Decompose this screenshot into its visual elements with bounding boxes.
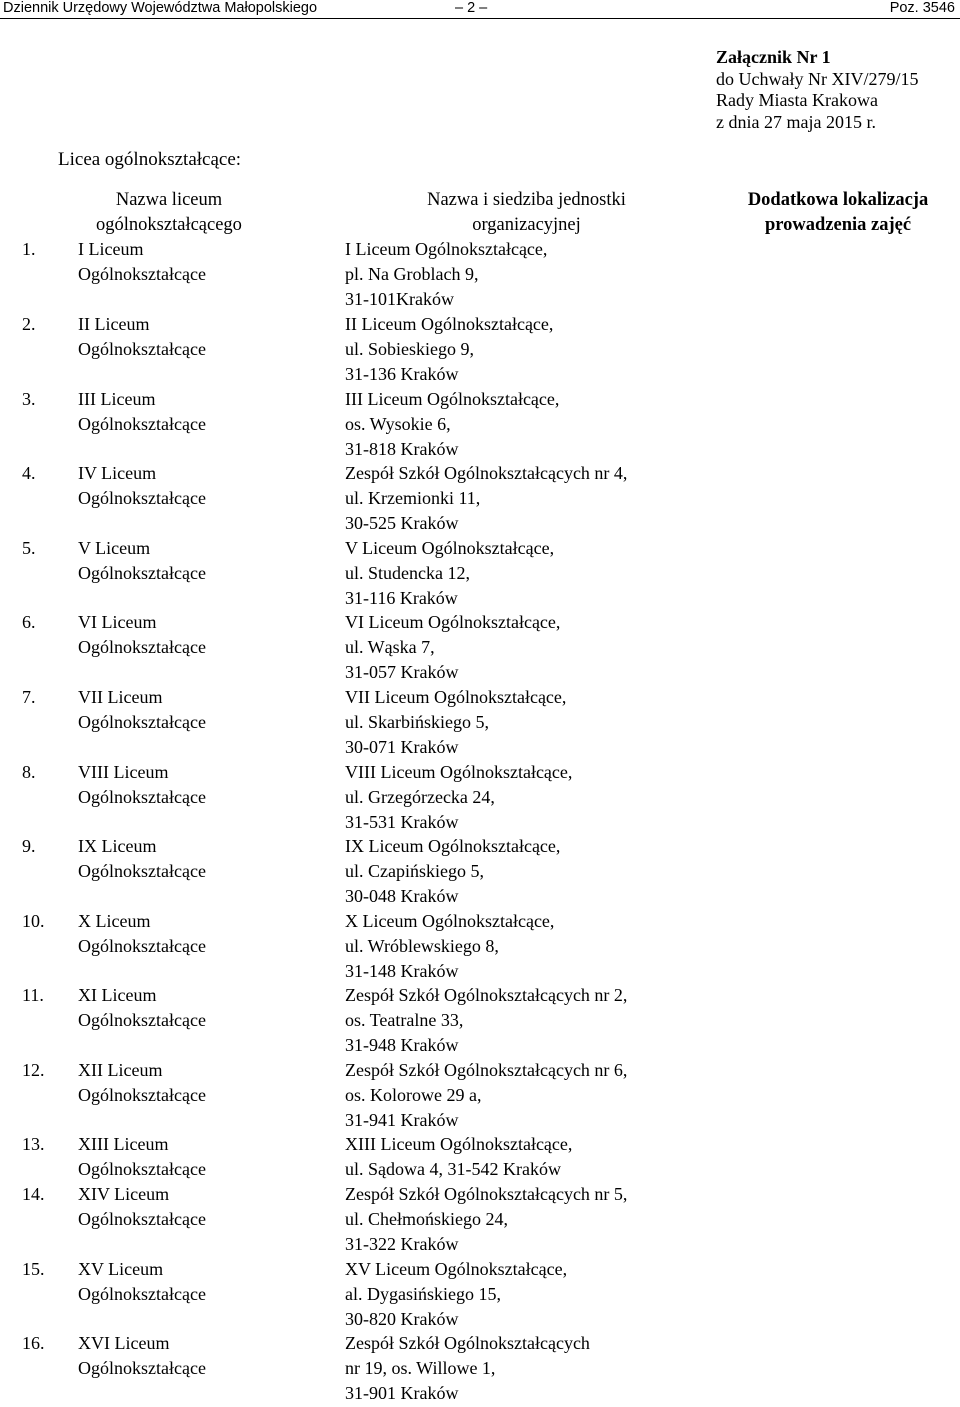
row-number: 6.	[22, 612, 36, 632]
unit-address-line: 31-057 Kraków	[345, 661, 459, 682]
unit-address-line: X Liceum Ogólnokształcące,	[345, 911, 555, 931]
annex-date: z dnia 27 maja 2015 r.	[716, 111, 876, 132]
row-number: 16.	[22, 1333, 45, 1353]
unit-address	[345, 1132, 572, 1182]
unit-address-line: ul. Skarbińskiego 5,	[345, 711, 489, 732]
school-name	[78, 909, 206, 959]
row-number: 10.	[22, 911, 45, 931]
column-header-extra	[716, 188, 960, 237]
unit-address-line: I Liceum Ogólnokształcące,	[345, 239, 548, 259]
unit-address-line: Zespół Szkół Ogólnokształcących	[345, 1333, 590, 1353]
unit-address	[345, 536, 554, 610]
school-name-line1: V Liceum	[78, 538, 151, 558]
running-header	[0, 0, 960, 19]
row-number: 12.	[22, 1060, 45, 1080]
unit-address-line: II Liceum Ogólnokształcące,	[345, 314, 554, 334]
row-number: 3.	[22, 389, 36, 409]
school-name-line2: Ogólnokształcące	[78, 636, 206, 657]
school-name-line2: Ogólnokształcące	[78, 1158, 206, 1179]
unit-address-line: os. Wysokie 6,	[345, 413, 451, 434]
column-header-extra-line2: prowadzenia zajęć	[764, 214, 912, 235]
unit-address-line: VIII Liceum Ogólnokształcące,	[345, 762, 573, 782]
position-number: Poz. 3546	[889, 0, 955, 16]
column-header-unit-line1: Nazwa i siedziba jednostki	[427, 190, 626, 210]
unit-address-line: 30-525 Kraków	[345, 512, 459, 533]
unit-address-line: os. Kolorowe 29 a,	[345, 1084, 482, 1105]
school-name-line2: Ogólnokształcące	[78, 1283, 206, 1304]
unit-address-line: 31-101Kraków	[345, 288, 454, 309]
row-number: 15.	[22, 1259, 45, 1279]
unit-address-line: ul. Grzegórzecka 24,	[345, 786, 495, 807]
school-name	[78, 1257, 206, 1307]
school-name-line2: Ogólnokształcące	[78, 1084, 206, 1105]
page-number: – 2 –	[455, 0, 488, 16]
unit-address	[345, 237, 547, 311]
unit-address-line: 30-071 Kraków	[345, 736, 459, 757]
unit-address-line: nr 19, os. Willowe 1,	[345, 1357, 496, 1378]
school-name-line1: III Liceum	[78, 389, 156, 409]
unit-address	[345, 1331, 590, 1405]
school-name	[78, 461, 206, 511]
school-name-line1: II Liceum	[78, 314, 150, 334]
annex-title: Załącznik Nr 1	[716, 47, 831, 67]
row-number: 5.	[22, 538, 36, 558]
unit-address	[345, 1058, 627, 1132]
school-name	[78, 312, 206, 362]
school-name-line2: Ogólnokształcące	[78, 1208, 206, 1229]
school-name	[78, 834, 206, 884]
unit-address-line: VII Liceum Ogólnokształcące,	[345, 687, 567, 707]
unit-address-line: VI Liceum Ogólnokształcące,	[345, 612, 561, 632]
row-number: 7.	[22, 687, 36, 707]
school-name-line2: Ogólnokształcące	[78, 263, 206, 284]
unit-address-line: os. Teatralne 33,	[345, 1009, 464, 1030]
school-name-line1: XIII Liceum	[78, 1134, 169, 1154]
header-rule	[0, 18, 960, 19]
unit-address	[345, 387, 559, 461]
row-number: 9.	[22, 836, 36, 856]
row-number: 13.	[22, 1134, 45, 1154]
unit-address-line: 30-048 Kraków	[345, 885, 459, 906]
unit-address	[345, 909, 554, 983]
column-header-extra-line1: Dodatkowa lokalizacja	[747, 190, 929, 210]
unit-address-line: pl. Na Groblach 9,	[345, 263, 479, 284]
school-name-line2: Ogólnokształcące	[78, 562, 206, 583]
school-name	[78, 1182, 206, 1232]
school-name	[78, 1058, 206, 1108]
column-header-unit-line2: organizacyjnej	[472, 214, 581, 235]
unit-address	[345, 461, 627, 535]
annex-resolution: do Uchwały Nr XIV/279/15	[716, 68, 919, 89]
school-name-line2: Ogólnokształcące	[78, 413, 206, 434]
school-name-line1: VI Liceum	[78, 612, 157, 632]
unit-address-line: ul. Sobieskiego 9,	[345, 338, 474, 359]
school-name-line1: XV Liceum	[78, 1259, 164, 1279]
row-number: 8.	[22, 762, 36, 782]
unit-address	[345, 1257, 567, 1331]
school-name-line2: Ogólnokształcące	[78, 338, 206, 359]
unit-address-line: Zespół Szkół Ogólnokształcących nr 5,	[345, 1184, 628, 1204]
unit-address-line: 30-820 Kraków	[345, 1308, 459, 1329]
unit-address-line: Zespół Szkół Ogólnokształcących nr 2,	[345, 985, 628, 1005]
section-heading: Licea ogólnokształcące:	[58, 149, 242, 170]
unit-address-line: ul. Czapińskiego 5,	[345, 860, 484, 881]
unit-address	[345, 1182, 627, 1256]
unit-address-line: 31-818 Kraków	[345, 438, 459, 459]
school-name-line2: Ogólnokształcące	[78, 860, 206, 881]
unit-address-line: ul. Sądowa 4, 31-542 Kraków	[345, 1158, 561, 1179]
row-number: 2.	[22, 314, 36, 334]
school-name-line1: XI Liceum	[78, 985, 157, 1005]
unit-address-line: al. Dygasińskiego 15,	[345, 1283, 501, 1304]
unit-address-line: XIII Liceum Ogólnokształcące,	[345, 1134, 573, 1154]
school-name-line2: Ogólnokształcące	[78, 1357, 206, 1378]
school-name-line1: I Liceum	[78, 239, 144, 259]
school-name-line2: Ogólnokształcące	[78, 1009, 206, 1030]
unit-address-line: 31-941 Kraków	[345, 1109, 459, 1130]
row-number: 4.	[22, 463, 36, 483]
unit-address-line: ul. Krzemionki 11,	[345, 487, 481, 508]
unit-address-line: 31-148 Kraków	[345, 960, 459, 981]
annex-block	[716, 47, 918, 133]
school-name	[78, 760, 206, 810]
unit-address	[345, 312, 553, 386]
unit-address-line: 31-948 Kraków	[345, 1034, 459, 1055]
unit-address	[345, 983, 627, 1057]
column-header-unit	[338, 188, 715, 237]
school-name-line1: XIV Liceum	[78, 1184, 170, 1204]
row-number: 1.	[22, 239, 36, 259]
column-header-name-line2: ogólnokształcącego	[96, 214, 242, 235]
unit-address-line: ul. Wróblewskiego 8,	[345, 935, 499, 956]
unit-address	[345, 685, 566, 759]
school-name-line2: Ogólnokształcące	[78, 786, 206, 807]
unit-address-line: V Liceum Ogólnokształcące,	[345, 538, 555, 558]
unit-address-line: ul. Studencka 12,	[345, 562, 470, 583]
school-name-line2: Ogólnokształcące	[78, 711, 206, 732]
unit-address	[345, 610, 560, 684]
school-name	[78, 237, 206, 287]
school-name-line1: IX Liceum	[78, 836, 157, 856]
school-name-line2: Ogólnokształcące	[78, 935, 206, 956]
school-name	[78, 1132, 206, 1182]
school-name	[78, 685, 206, 735]
unit-address-line: ul. Wąska 7,	[345, 636, 435, 657]
column-header-name-line1: Nazwa liceum	[115, 190, 223, 210]
school-name-line1: VIII Liceum	[78, 762, 169, 782]
unit-address-line: 31-116 Kraków	[345, 587, 458, 608]
row-number: 14.	[22, 1184, 45, 1204]
school-name-line1: XII Liceum	[78, 1060, 163, 1080]
school-name-line1: VII Liceum	[78, 687, 163, 707]
unit-address	[345, 834, 560, 908]
row-number: 11.	[22, 985, 44, 1005]
school-name	[78, 1331, 206, 1381]
school-name-line1: IV Liceum	[78, 463, 157, 483]
school-name	[78, 983, 206, 1033]
unit-address-line: Zespół Szkół Ogólnokształcących nr 4,	[345, 463, 628, 483]
unit-address-line: Zespół Szkół Ogólnokształcących nr 6,	[345, 1060, 628, 1080]
unit-address-line: III Liceum Ogólnokształcące,	[345, 389, 560, 409]
journal-title: Dziennik Urzędowy Województwa Małopolskiego	[3, 0, 318, 16]
school-name	[78, 610, 206, 660]
unit-address-line: 31-901 Kraków	[345, 1382, 459, 1403]
school-name-line2: Ogólnokształcące	[78, 487, 206, 508]
annex-council: Rady Miasta Krakowa	[716, 90, 878, 111]
school-name	[78, 536, 206, 586]
unit-address-line: 31-322 Kraków	[345, 1233, 459, 1254]
unit-address-line: 31-136 Kraków	[345, 363, 459, 384]
unit-address	[345, 760, 572, 834]
unit-address-line: XV Liceum Ogólnokształcące,	[345, 1259, 568, 1279]
school-name	[78, 387, 206, 437]
unit-address-line: IX Liceum Ogólnokształcące,	[345, 836, 561, 856]
unit-address-line: ul. Chełmońskiego 24,	[345, 1208, 508, 1229]
school-name-line1: X Liceum	[78, 911, 151, 931]
column-header-name	[58, 188, 280, 237]
unit-address-line: 31-531 Kraków	[345, 811, 459, 832]
school-name-line1: XVI Liceum	[78, 1333, 170, 1353]
